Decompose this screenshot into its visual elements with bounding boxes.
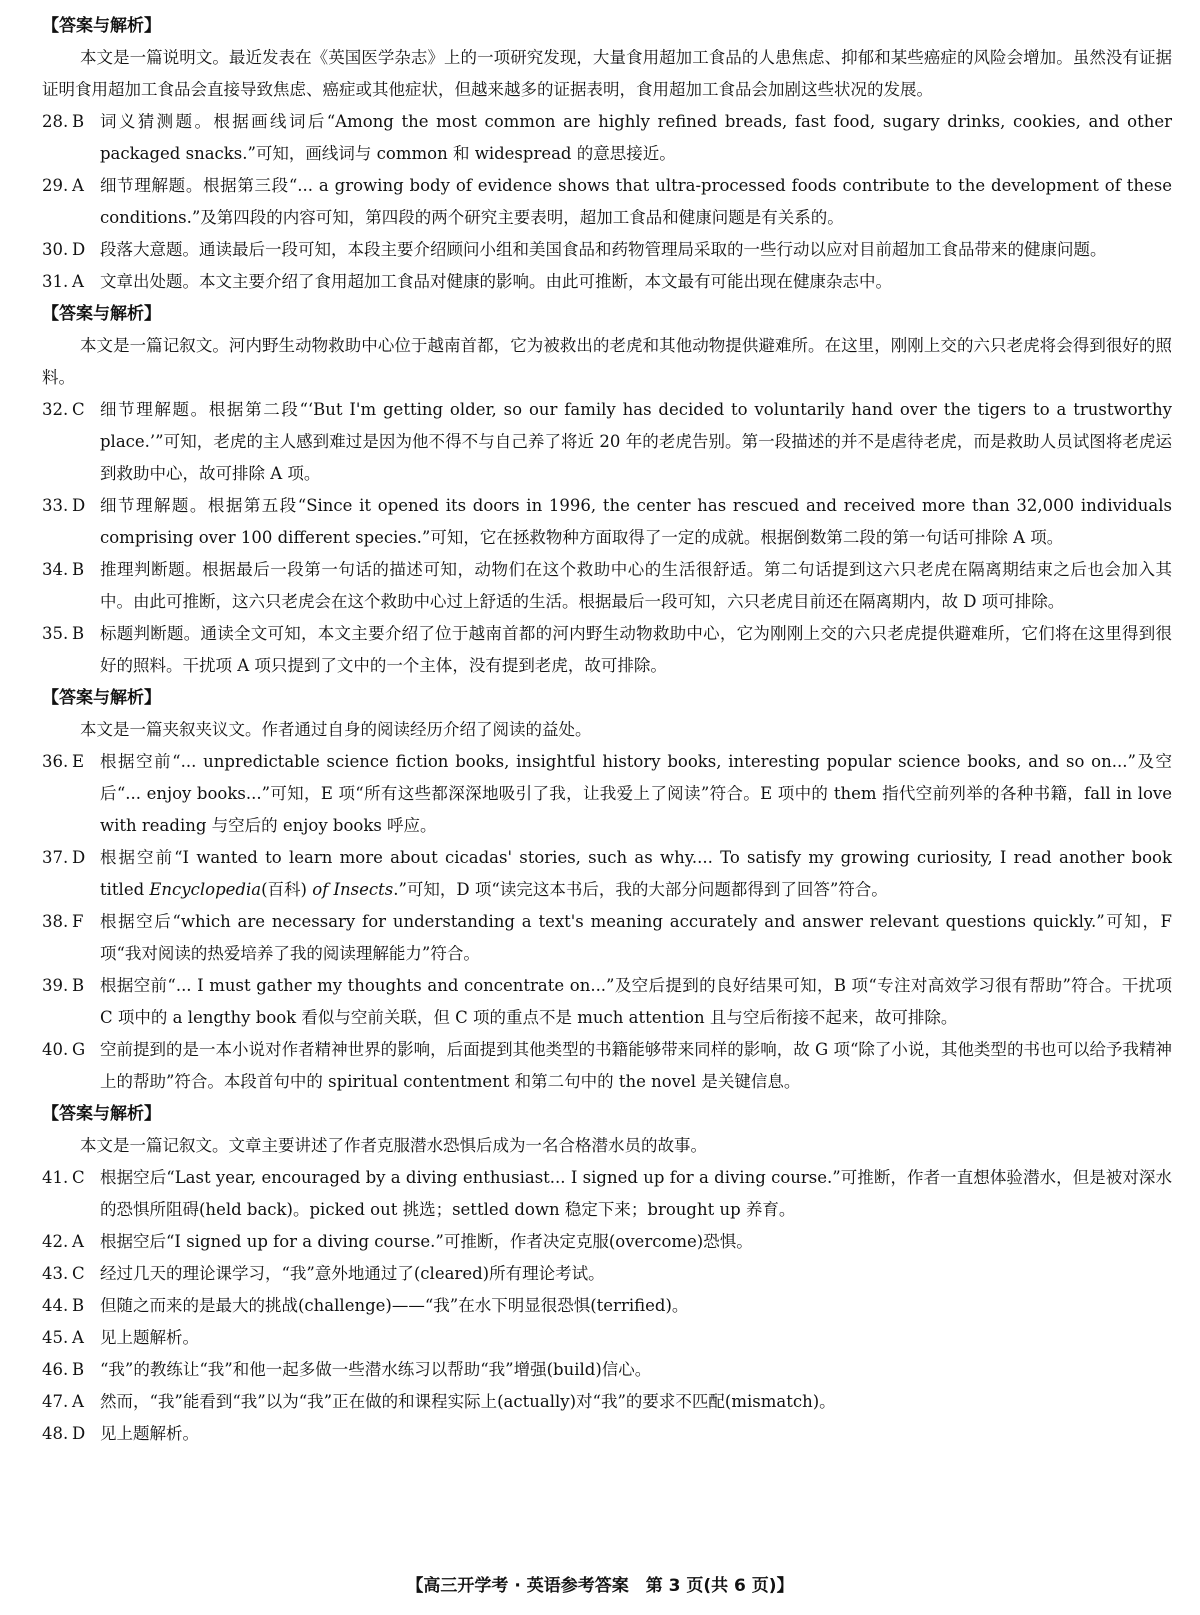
item-answer: C xyxy=(72,1168,85,1187)
item-answer: A xyxy=(72,1232,84,1251)
item-explanation: 段落大意题。通读最后一段可知，本段主要介绍顾问小组和美国食品和药物管理局采取的一些行动以应对目前超加工食品带来的健康问题。 xyxy=(100,240,1107,259)
item-answer: A xyxy=(72,1392,84,1411)
item-answer: G xyxy=(72,1040,86,1059)
item-explanation: 细节理解题。根据第二段“‘But I'm getting older, so our family has decided to voluntarily hand over the tigers to a trustworthy place.’”可知，老虎的主人感到难过是因为他不得不与自己养了将近 20 年的老虎告别。第一段描述的并不是虐待老虎，而是救助人员试图将老虎运到救助中心，故可排除 A 项。 xyxy=(100,400,1172,483)
section-intro: 本文是一篇说明文。最近发表在《英国医学杂志》上的一项研究发现，大量食用超加工食品的人患焦虑、抑郁和某些癌症的风险会增加。虽然没有证据证明食用超加工食品会直接导致焦虑、癌症或其他症状，但越来越多的证据表明，食用超加工食品会加剧这些状况的发展。 xyxy=(42,48,1172,99)
answer-item xyxy=(42,266,1172,298)
item-answer: A xyxy=(72,272,84,291)
item-number: 45. xyxy=(42,1328,69,1347)
section-heading: 【答案与解析】 xyxy=(42,304,161,324)
item-number: 44. xyxy=(42,1296,69,1315)
item-answer: C xyxy=(72,400,85,419)
answer-item xyxy=(42,842,1172,906)
answer-item xyxy=(42,746,1172,842)
section-intro: 本文是一篇记叙文。河内野生动物救助中心位于越南首都，它为被救出的老虎和其他动物提供避难所。在这里，刚刚上交的六只老虎将会得到很好的照料。 xyxy=(42,336,1172,387)
item-explanation: 经过几天的理论课学习，“我”意外地通过了(cleared)所有理论考试。 xyxy=(100,1264,605,1283)
item-answer: B xyxy=(72,624,85,643)
page-content xyxy=(42,10,1172,1450)
answer-item xyxy=(42,1034,1172,1098)
section-intro: 本文是一篇夹叙夹议文。作者通过自身的阅读经历介绍了阅读的益处。 xyxy=(80,720,592,739)
item-number: 39. xyxy=(42,976,69,995)
item-number: 34. xyxy=(42,560,69,579)
item-answer: C xyxy=(72,1264,85,1283)
section-heading: 【答案与解析】 xyxy=(42,688,161,708)
section-heading: 【答案与解析】 xyxy=(42,16,161,36)
answer-item xyxy=(42,1386,1172,1418)
item-explanation: 文章出处题。本文主要介绍了食用超加工食品对健康的影响。由此可推断，本文最有可能出现在健康杂志中。 xyxy=(100,272,892,291)
item-explanation: “我”的教练让“我”和他一起多做一些潜水练习以帮助“我”增强(build)信心。 xyxy=(100,1360,652,1379)
item-number: 42. xyxy=(42,1232,69,1251)
item-explanation: 细节理解题。根据第五段“Since it opened its doors in 1996, the center has rescued and received more than 32,000 individuals comprising over 100 different species.”可知，它在拯救物种方面取得了一定的成就。根据倒数第二段的第一句话可排除 A 项。 xyxy=(100,496,1172,547)
section-heading: 【答案与解析】 xyxy=(42,1104,161,1124)
item-explanation: 标题判断题。通读全文可知，本文主要介绍了位于越南首都的河内野生动物救助中心，它为刚刚上交的六只老虎提供避难所，它们将在这里得到很好的照料。干扰项 A 项只提到了文中的一个主体，没有提到老虎，故可排除。 xyxy=(100,624,1172,675)
answer-item xyxy=(42,394,1172,490)
item-number: 36. xyxy=(42,752,69,771)
item-answer: A xyxy=(72,1328,84,1347)
item-answer: D xyxy=(72,1424,86,1443)
answer-item xyxy=(42,170,1172,234)
answer-item xyxy=(42,234,1172,266)
book-title-italic: Encyclopedia xyxy=(149,880,262,899)
answer-item xyxy=(42,1418,1172,1450)
item-explanation: 根据空前“... I must gather my thoughts and concentrate on...”及空后提到的良好结果可知，B 项“专注对高效学习很有帮助”符合。干扰项 C 项中的 a lengthy book 看似与空前关联，但 C 项的重点不是 much attention 且与空后衔接不起来，故可排除。 xyxy=(100,976,1172,1027)
item-explanation: 根据空前“... unpredictable science fiction books, insightful history books, interesting popular science books, and so on...”及空后“... enjoy books...”可知，E 项“所有这些都深深地吸引了我，让我爱上了阅读”符合。E 项中的 them 指代空前列举的各种书籍，fall in love with reading 与空后的 enjoy books 呼应。 xyxy=(100,752,1172,835)
item-number: 28. xyxy=(42,112,69,131)
item-number: 46. xyxy=(42,1360,69,1379)
item-number: 48. xyxy=(42,1424,69,1443)
item-explanation: 空前提到的是一本小说对作者精神世界的影响，后面提到其他类型的书籍能够带来同样的影响，故 G 项“除了小说，其他类型的书也可以给予我精神上的帮助”符合。本段首句中的 spiritual contentment 和第二句中的 the novel 是关键信息。 xyxy=(100,1040,1172,1091)
explanation-text: .”可知，D 项“读完这本书后，我的大部分问题都得到了回答”符合。 xyxy=(393,880,888,899)
answer-item xyxy=(42,906,1172,970)
item-answer: A xyxy=(72,176,84,195)
item-explanation: 词义猜测题。根据画线词后“Among the most common are highly refined breads, fast food, sugary drinks, cookies, and other packaged snacks.”可知，画线词与 common 和 widespread 的意思接近。 xyxy=(100,112,1172,163)
item-answer: D xyxy=(72,496,86,515)
item-explanation: 见上题解析。 xyxy=(100,1328,199,1347)
item-explanation xyxy=(100,842,1172,906)
item-number: 30. xyxy=(42,240,69,259)
answer-item xyxy=(42,1226,1172,1258)
answer-item xyxy=(42,1162,1172,1226)
book-title-italic: of Insects xyxy=(312,880,394,899)
item-number: 40. xyxy=(42,1040,69,1059)
answer-item xyxy=(42,970,1172,1034)
item-explanation: 根据空后“which are necessary for understanding a text's meaning accurately and answer relevant questions quickly.”可知，F 项“我对阅读的热爱培养了我的阅读理解能力”符合。 xyxy=(100,912,1172,963)
item-number: 35. xyxy=(42,624,69,643)
item-answer: B xyxy=(72,976,85,995)
item-number: 38. xyxy=(42,912,69,931)
answer-item xyxy=(42,1290,1172,1322)
answer-item xyxy=(42,1354,1172,1386)
item-answer: B xyxy=(72,112,85,131)
item-number: 43. xyxy=(42,1264,69,1283)
item-answer: B xyxy=(72,1360,85,1379)
item-number: 32. xyxy=(42,400,69,419)
item-answer: E xyxy=(72,752,85,771)
item-explanation: 推理判断题。根据最后一段第一句话的描述可知，动物们在这个救助中心的生活很舒适。第二句话提到这六只老虎在隔离期结束之后也会加入其中。由此可推断，这六只老虎会在这个救助中心过上舒适的生活。根据最后一段可知，六只老虎目前还在隔离期内，故 D 项可排除。 xyxy=(100,560,1172,611)
answer-item xyxy=(42,1322,1172,1354)
item-explanation: 细节理解题。根据第三段“... a growing body of evidence shows that ultra-processed foods contribute to the development of these conditions.”及第四段的内容可知，第四段的两个研究主要表明，超加工食品和健康问题是有关系的。 xyxy=(100,176,1172,227)
answer-item xyxy=(42,554,1172,618)
section-intro: 本文是一篇记叙文。文章主要讲述了作者克服潜水恐惧后成为一名合格潜水员的故事。 xyxy=(80,1136,707,1155)
item-explanation: 然而，“我”能看到“我”以为“我”正在做的和课程实际上(actually)对“我”的要求不匹配(mismatch)。 xyxy=(100,1392,836,1411)
item-explanation: 根据空后“I signed up for a diving course.”可推断，作者决定克服(overcome)恐惧。 xyxy=(100,1232,753,1251)
item-explanation: 根据空后“Last year, encouraged by a diving enthusiast... I signed up for a diving course.”可推断，作者一直想体验潜水，但是被对深水的恐惧所阻碍(held back)。picked out 挑选；settled down 稳定下来；brought up 养育。 xyxy=(100,1168,1172,1219)
answer-item xyxy=(42,106,1172,170)
answer-item xyxy=(42,618,1172,682)
item-answer: D xyxy=(72,240,86,259)
item-answer: D xyxy=(72,848,86,867)
item-answer: B xyxy=(72,1296,85,1315)
answer-item xyxy=(42,490,1172,554)
item-number: 41. xyxy=(42,1168,69,1187)
item-number: 29. xyxy=(42,176,69,195)
page-footer: 【高三开学考 · 英语参考答案 第 3 页(共 6 页)】 xyxy=(406,1576,794,1596)
item-explanation: 但随之而来的是最大的挑战(challenge)——“我”在水下明显很恐惧(terrified)。 xyxy=(100,1296,689,1315)
item-number: 31. xyxy=(42,272,69,291)
item-answer: F xyxy=(72,912,84,931)
item-number: 37. xyxy=(42,848,69,867)
item-answer: B xyxy=(72,560,85,579)
explanation-text: 根据空前“I wanted to learn more about cicadas' stories, such as why.... To satisfy my growing curiosity, I read another book titled xyxy=(100,848,1172,899)
answer-item xyxy=(42,1258,1172,1290)
item-number: 33. xyxy=(42,496,69,515)
explanation-text: (百科) xyxy=(261,880,313,899)
item-explanation: 见上题解析。 xyxy=(100,1424,199,1443)
item-number: 47. xyxy=(42,1392,69,1411)
